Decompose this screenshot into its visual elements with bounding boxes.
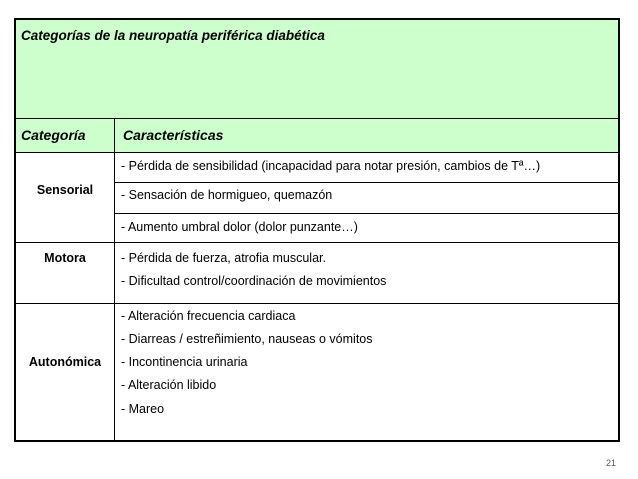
neuropathy-table — [14, 18, 620, 442]
table-title-row — [16, 20, 618, 119]
autonomica-item-2: - Diarreas / estreñimiento, nauseas o vómitos — [121, 332, 373, 346]
category-sensorial: Sensorial — [36, 183, 94, 197]
autonomica-item-1: - Alteración frecuencia cardiaca — [121, 309, 296, 323]
sensorial-divider-2 — [115, 213, 618, 214]
table-header-row — [16, 119, 618, 153]
autonomica-item-4: - Alteración libido — [121, 378, 217, 392]
table-title: Categorías de la neuropatía periférica diabética — [21, 28, 325, 43]
autonomica-item-5: - Mareo — [121, 402, 165, 416]
sensorial-divider-1 — [115, 182, 618, 183]
category-autonomica: Autonómica — [28, 355, 102, 369]
page-number: 21 — [606, 458, 617, 468]
sensorial-item-2: - Sensación de hormigueo, quemazón — [121, 188, 333, 202]
sensorial-item-3: - Aumento umbral dolor (dolor punzante…) — [121, 220, 358, 234]
header-categoria: Categoría — [21, 127, 86, 143]
autonomica-item-3: - Incontinencia urinaria — [121, 355, 248, 369]
category-motora: Motora — [44, 251, 86, 265]
motora-item-2: - Dificultad control/coordinación de movimientos — [121, 274, 387, 288]
motora-item-1: - Pérdida de fuerza, atrofia muscular. — [121, 251, 326, 265]
header-caracteristicas: Características — [123, 127, 224, 143]
sensorial-item-1: - Pérdida de sensibilidad (incapacidad para notar presión, cambios de Tª…) — [121, 159, 541, 173]
